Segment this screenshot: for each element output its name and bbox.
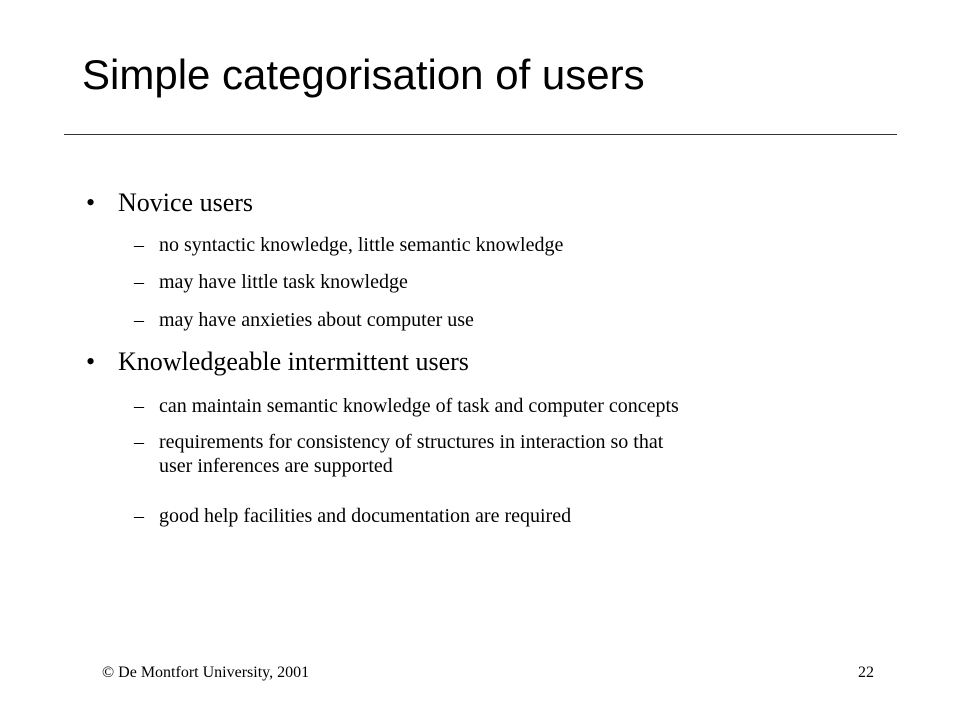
dash-marker: – [134, 431, 144, 453]
subitem-line: can maintain semantic knowledge of task and computer concepts [159, 395, 679, 417]
bullet-marker: • [86, 188, 96, 217]
subitem-text [159, 430, 663, 478]
subitem-line: may have anxieties about computer use [159, 309, 474, 331]
dash-marker: – [134, 309, 144, 331]
title-divider [64, 134, 897, 135]
subitem-line: user inferences are supported [159, 455, 393, 477]
slide-title: Simple categorisation of users [82, 51, 645, 98]
subitem-text [159, 270, 408, 294]
subitem-line: good help facilities and documentation are required [159, 505, 572, 527]
bullet-text: Novice users [118, 188, 254, 217]
subitem-line: may have little task knowledge [159, 271, 408, 293]
subitem-line: no syntactic knowledge, little semantic knowledge [159, 234, 564, 256]
subitem-text [159, 394, 679, 418]
subitem-text [159, 504, 571, 528]
dash-marker: – [134, 271, 144, 293]
dash-marker: – [134, 234, 144, 256]
subitem-line: requirements for consistency of structures in interaction so that [159, 431, 664, 453]
dash-marker: – [134, 505, 144, 527]
bullet-text: Knowledgeable intermittent users [118, 347, 469, 376]
subitem-text [159, 308, 474, 332]
subitem-text [159, 233, 563, 257]
dash-marker: – [134, 395, 144, 417]
footer-page-number: 22 [858, 664, 874, 681]
bullet-marker: • [86, 347, 96, 376]
footer-copyright: © De Montfort University, 2001 [102, 664, 310, 681]
